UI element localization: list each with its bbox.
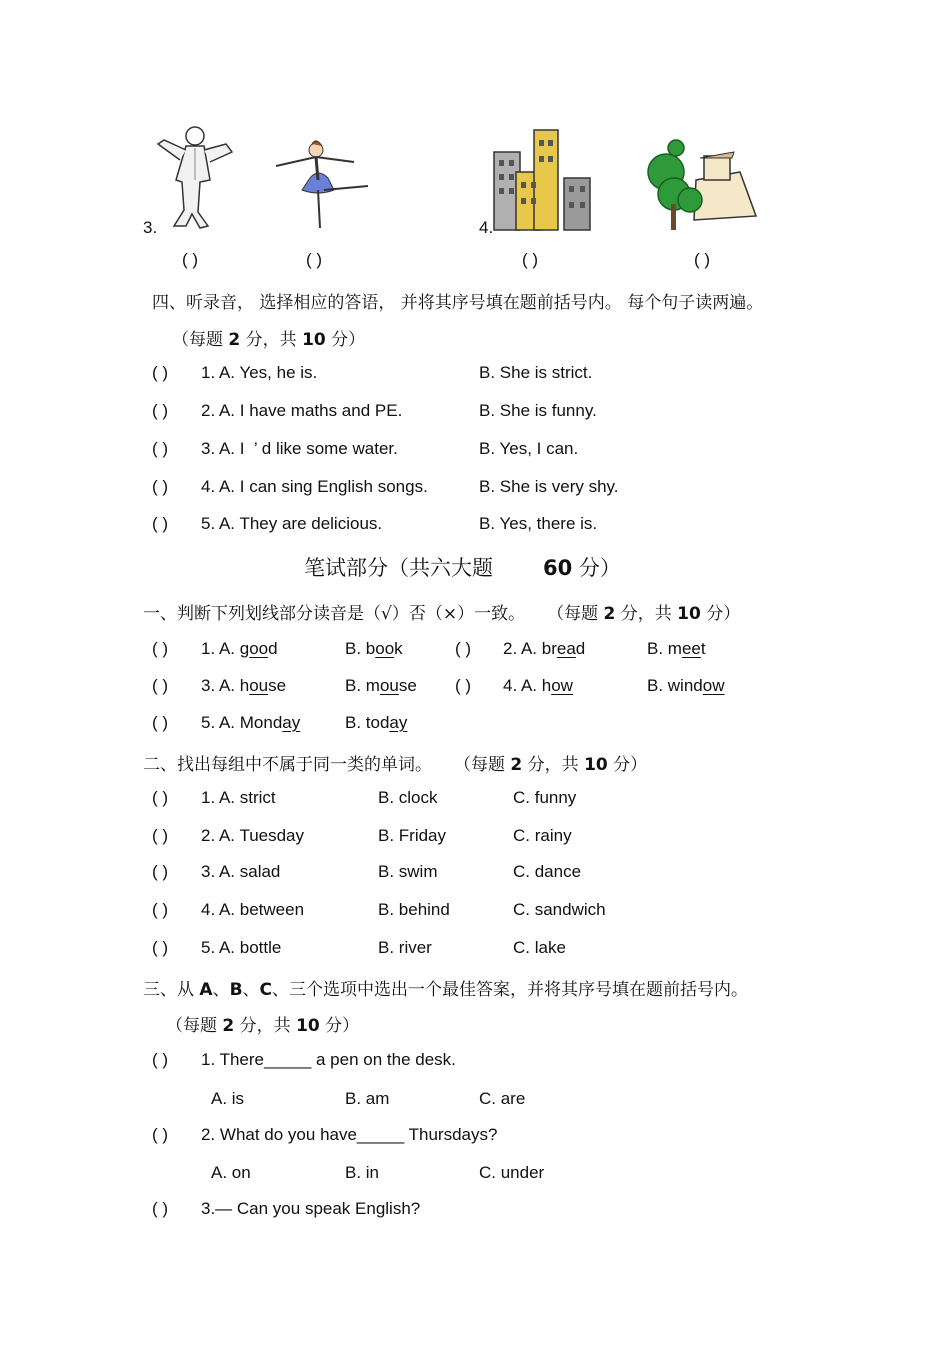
question-text: 2. What do you have_____ Thursdays? (201, 1125, 498, 1144)
underlined-letters: ay (282, 713, 301, 732)
section-3-title-text: 、三个选项中选出一个最佳答案，并将其序号填在题前括号内。 (272, 980, 749, 1000)
underlined-letters: oo (375, 639, 395, 658)
answer-bracket[interactable]: ( ) (152, 363, 169, 382)
score-text: （每题 (166, 1016, 223, 1036)
option-c: C. are (479, 1089, 526, 1108)
option-b: B. Yes, I can. (479, 439, 579, 458)
city-picture (488, 122, 598, 232)
option-a: 4. A. between (201, 900, 305, 919)
word-part: 1. A. g (201, 639, 250, 658)
option-a: 4. A. I can sing English songs. (201, 477, 428, 496)
score-text: 分，共 (522, 755, 585, 775)
answer-bracket[interactable]: ( ) (152, 1050, 169, 1069)
score-number: 2 (510, 755, 523, 775)
answer-bracket[interactable]: ( ) (455, 639, 472, 658)
section-1-title (143, 599, 740, 624)
word-part: 4. A. h (503, 676, 552, 695)
word-option-b (345, 676, 417, 696)
option-a: 2. A. I have maths and PE. (201, 401, 403, 420)
option-b: B. Friday (378, 826, 447, 845)
option-c: C. lake (513, 938, 566, 957)
answer-bracket[interactable]: ( ) (152, 900, 169, 919)
word-part: 3. A. h (201, 676, 250, 695)
underlined-letters: ow (702, 676, 725, 695)
option-letter: C (259, 980, 273, 1000)
score-text: 分，共 (234, 1016, 297, 1036)
word-part: B. wind (647, 676, 703, 695)
answer-bracket[interactable]: ( ) (182, 250, 199, 269)
word-option-b (345, 639, 403, 659)
word-option-a (201, 713, 300, 733)
word-part: B. m (345, 676, 380, 695)
option-a: A. is (211, 1089, 245, 1108)
underlined-letters: ay (389, 713, 408, 732)
written-part-title (304, 552, 621, 582)
underlined-letters: ow (551, 676, 573, 695)
option-c: C. funny (513, 788, 577, 807)
underlined-letters: ea (556, 639, 576, 658)
option-a: 2. A. Tuesday (201, 826, 305, 845)
option-b: B. She is very shy. (479, 477, 619, 496)
score-number: 10 (677, 604, 701, 624)
answer-bracket[interactable]: ( ) (152, 862, 169, 881)
option-c: C. dance (513, 862, 582, 881)
score-text: 分） (607, 755, 648, 775)
word-option-a (201, 639, 278, 659)
word-part: 5. A. Mond (201, 713, 283, 732)
option-b: B. river (378, 938, 432, 957)
score-text: 分，共 (240, 330, 303, 350)
section-4-score (172, 325, 365, 350)
score-text: 分） (700, 604, 741, 624)
word-option-b (647, 639, 706, 659)
option-b: B. She is funny. (479, 401, 597, 420)
answer-bracket[interactable]: ( ) (152, 514, 169, 533)
underlined-letters: ee (681, 639, 701, 658)
word-option-a (201, 676, 286, 696)
option-a: 5. A. They are delicious. (201, 514, 383, 533)
answer-bracket[interactable]: ( ) (152, 401, 169, 420)
option-b: B. behind (378, 900, 450, 919)
answer-bracket[interactable]: ( ) (694, 250, 711, 269)
section-3-title (143, 975, 748, 1000)
option-a: 3. A. salad (201, 862, 281, 881)
word-part: 2. A. br (503, 639, 557, 658)
option-a: 5. A. bottle (201, 938, 282, 957)
answer-bracket[interactable]: ( ) (152, 826, 169, 845)
option-a: A. on (211, 1163, 251, 1182)
score-text: 分，共 (615, 604, 678, 624)
word-part: d (575, 639, 586, 658)
picture-number-3: 3. (143, 218, 158, 237)
option-c: C. sandwich (513, 900, 606, 919)
answer-bracket[interactable]: ( ) (152, 1125, 169, 1144)
score-text: 分） (325, 330, 366, 350)
option-b: B. am (345, 1089, 390, 1108)
answer-bracket[interactable]: ( ) (306, 250, 323, 269)
separator: 、 (242, 980, 260, 1000)
word-part: k (394, 639, 403, 658)
written-title-number: 60 (543, 556, 573, 580)
answer-bracket[interactable]: ( ) (152, 439, 169, 458)
section-3-title-text: 三、从 (143, 980, 200, 1000)
word-part: B. m (647, 639, 682, 658)
option-a: 1. A. strict (201, 788, 276, 807)
option-b: B. Yes, there is. (479, 514, 598, 533)
score-number: 2 (228, 330, 241, 350)
word-part: se (398, 676, 417, 695)
option-a: 1. A. Yes, he is. (201, 363, 318, 382)
question-text: 3.— Can you speak English? (201, 1199, 421, 1218)
score-text: （每题 (454, 755, 511, 775)
score-number: 10 (296, 1016, 320, 1036)
word-option-a (503, 676, 573, 696)
written-title-end: 分） (572, 556, 621, 580)
answer-bracket[interactable]: ( ) (152, 788, 169, 807)
answer-bracket[interactable]: ( ) (522, 250, 539, 269)
option-b: B. in (345, 1163, 380, 1182)
score-text: （每题 (172, 330, 229, 350)
option-c: C. under (479, 1163, 545, 1182)
answer-bracket[interactable]: ( ) (152, 676, 169, 695)
word-option-b (647, 676, 724, 696)
answer-bracket[interactable]: ( ) (152, 1199, 169, 1218)
score-number: 10 (302, 330, 326, 350)
underlined-letters: oo (249, 639, 269, 658)
word-part: d (268, 639, 278, 658)
word-part: t (700, 639, 706, 658)
question-text: 1. There_____ a pen on the desk. (201, 1050, 456, 1069)
tai-chi-picture (150, 122, 240, 232)
option-c: C. rainy (513, 826, 572, 845)
written-title-text: 笔试部分（共六大题 (304, 556, 493, 580)
word-part: se (268, 676, 287, 695)
ballet-picture (272, 138, 377, 233)
picture-number-4: 4. (479, 218, 494, 237)
word-part: B. tod (345, 713, 390, 732)
option-b: B. clock (378, 788, 438, 807)
answer-bracket[interactable]: ( ) (152, 938, 169, 957)
countryside-picture (644, 138, 759, 233)
separator: 、 (212, 980, 230, 1000)
word-option-b (345, 713, 407, 733)
answer-bracket[interactable]: ( ) (152, 639, 169, 658)
option-letter: A (199, 980, 213, 1000)
option-a: 3. A. I ’ d like some water. (201, 439, 398, 458)
option-b: B. She is strict. (479, 363, 593, 382)
score-text: 分） (319, 1016, 360, 1036)
section-2-title (143, 750, 647, 775)
word-option-a (503, 639, 585, 659)
section-2-title-text: 二、找出每组中不属于同一类的单词。 (143, 755, 432, 775)
underlined-letters: ou (379, 676, 399, 695)
answer-bracket[interactable]: ( ) (455, 676, 472, 695)
score-number: 2 (603, 604, 616, 624)
underlined-letters: ou (249, 676, 269, 695)
section-3-score (166, 1011, 359, 1036)
score-number: 2 (222, 1016, 235, 1036)
score-number: 10 (584, 755, 608, 775)
word-part: B. b (345, 639, 376, 658)
section-1-title-text: 一、判断下列划线部分读音是（√）否（×）一致。 (143, 604, 526, 624)
option-b: B. swim (378, 862, 438, 881)
answer-bracket[interactable]: ( ) (152, 477, 169, 496)
score-text: （每题 (547, 604, 604, 624)
option-letter: B (229, 980, 243, 1000)
section-4-title: 四、听录音， 选择相应的答语， 并将其序号填在题前括号内。 每个句子读两遍。 (152, 293, 764, 313)
answer-bracket[interactable]: ( ) (152, 713, 169, 732)
